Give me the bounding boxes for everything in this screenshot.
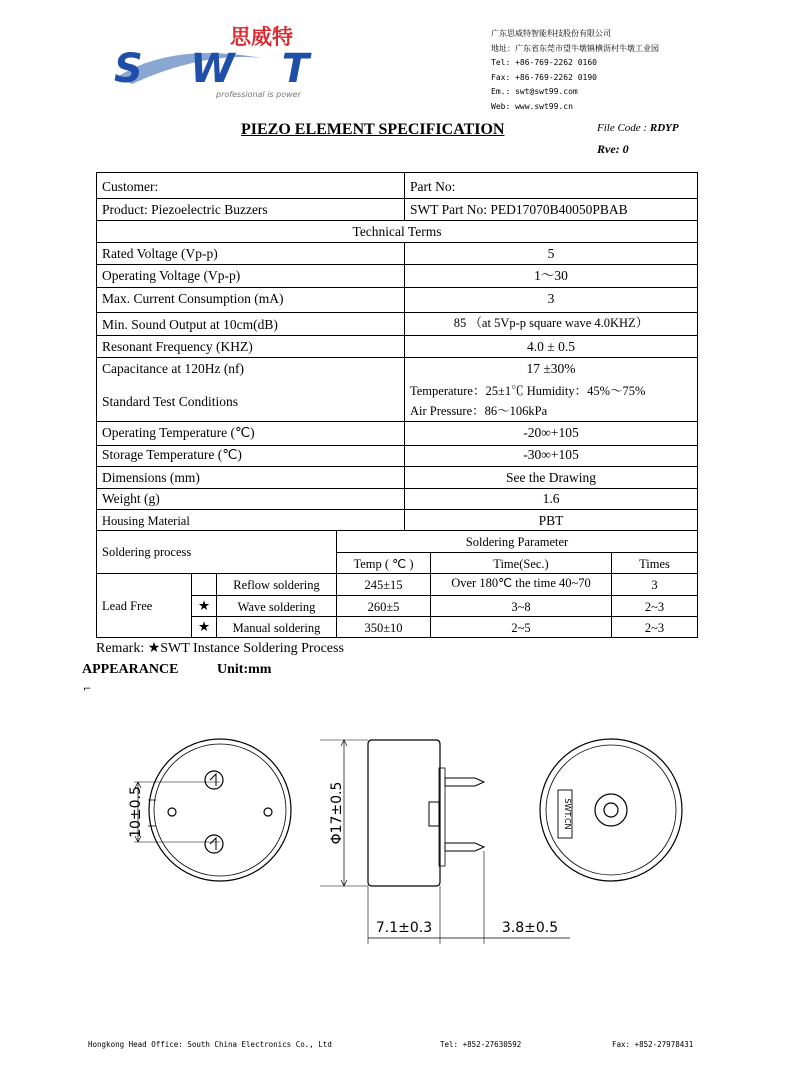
part-no-label: Part No: [410, 179, 456, 194]
lead-free-label: Lead Free [102, 599, 153, 613]
rated-voltage-value: 5 [547, 246, 555, 261]
storage-temp-label: Storage Temperature (℃) [102, 447, 242, 462]
time-column-header: Time(Sec.) [493, 557, 549, 571]
dim-diameter-label: Φ17±0.5 [329, 781, 345, 845]
wave-times: 2~3 [644, 600, 665, 614]
operating-voltage-label: Operating Voltage (Vp-p) [102, 268, 241, 283]
back-label-text: SWT.CN [563, 798, 572, 830]
current-label: Max. Current Consumption (mA) [102, 291, 284, 306]
unit-label: Unit:mm [217, 662, 272, 677]
reflow-method: Reflow soldering [233, 578, 320, 592]
wave-time: 3~8 [511, 600, 531, 614]
manual-times: 2~3 [644, 621, 665, 635]
file-code [597, 122, 679, 134]
company-info [491, 27, 659, 114]
times-column-header: Times [639, 557, 670, 571]
appearance-heading: APPEARANCE [82, 662, 179, 677]
sound-output-value: 85 （at 5Vp-p square wave 4.0KHZ） [453, 316, 649, 330]
side-view [320, 740, 570, 944]
remark: Remark: ★SWT Instance Soldering Process [96, 641, 344, 656]
weight-value: 1.6 [542, 491, 560, 506]
reflow-times: 3 [651, 578, 658, 592]
swt-part-no: SWT Part No: PED17070B40050PBAB [410, 202, 628, 217]
spec-table [96, 172, 698, 638]
customer-label: Customer: [102, 179, 159, 194]
logo-slogan: professional is power [216, 90, 301, 99]
manual-time: 2~5 [511, 621, 531, 635]
operating-temp-label: Operating Temperature (℃) [102, 425, 255, 440]
company-name: 广东思威特智能科技股份有限公司 [491, 29, 611, 38]
company-address: 地址：广东省东莞市望牛墩镇横沥村牛墩工业园 [491, 43, 659, 53]
std-conditions-line1: Temperature：25±1℃ Humidity：45%～75% [410, 384, 646, 398]
front-view [128, 739, 291, 881]
product-label: Product: Piezoelectric Buzzers [102, 202, 268, 217]
reflow-time: Over 180℃ the time 40~70 [451, 576, 591, 590]
storage-temp-value: -30∞+105 [523, 447, 579, 462]
manual-method: Manual soldering [232, 621, 321, 635]
soldering-process-label: Soldering process [102, 545, 192, 559]
footer-fax: Fax: +852-27978431 [612, 1040, 694, 1049]
manual-temp: 350±10 [364, 621, 403, 635]
std-conditions-label: Standard Test Conditions [102, 394, 239, 409]
weight-label: Weight (g) [102, 491, 160, 506]
operating-temp-value: -20∞+105 [523, 425, 579, 440]
rated-voltage-label: Rated Voltage (Vp-p) [102, 246, 218, 261]
dim-width-label: 7.1±0.3 [375, 920, 433, 936]
wave-method: Wave soldering [237, 600, 316, 614]
operating-voltage-value: 1～30 [534, 268, 568, 283]
housing-material-label: Housing Material [102, 514, 190, 528]
paragraph-mark-icon: ⌐ [83, 684, 92, 695]
wave-temp: 260±5 [367, 600, 400, 614]
swt-logo [112, 22, 317, 102]
dim-height-label: 10±0.5 [128, 786, 144, 838]
sound-output-label: Min. Sound Output at 10cm(dB) [102, 317, 278, 332]
back-view [540, 739, 682, 881]
soldering-parameter-heading: Soldering Parameter [465, 535, 569, 549]
company-email: Em.: swt@swt99.com [491, 87, 578, 96]
resonant-frequency-value: 4.0 ± 0.5 [527, 339, 575, 354]
file-code-value: RDYP [649, 122, 679, 134]
logo-main-text: SWT [114, 46, 309, 92]
revision: Rve: 0 [597, 142, 629, 156]
wave-star: ★ [197, 598, 211, 613]
technical-drawing [100, 730, 700, 950]
reflow-temp: 245±15 [364, 578, 403, 592]
dimensions-label: Dimensions (mm) [102, 470, 200, 485]
resonant-frequency-label: Resonant Frequency (KHZ) [102, 339, 253, 354]
company-web: Web: www.swt99.cn [491, 101, 573, 111]
manual-star: ★ [197, 619, 211, 634]
std-conditions-line2: Air Pressure：86～106kPa [410, 404, 548, 418]
footer-office: Hongkong Head Office: South China Electronics Co., Ltd [88, 1040, 332, 1049]
company-fax: Fax: +86-769-2262 0190 [491, 72, 597, 82]
capacitance-value: 17 ±30% [526, 361, 576, 376]
company-tel: Tel: +86-769-2262 0160 [491, 58, 597, 67]
file-code-label: File Code : [597, 122, 650, 134]
logo-cn-text: 思威特 [230, 25, 293, 49]
capacitance-label: Capacitance at 120Hz (nf) [102, 361, 245, 376]
dim-pin-label: 3.8±0.5 [501, 920, 559, 936]
footer-tel: Tel: +852-27630592 [440, 1040, 522, 1049]
dimensions-value: See the Drawing [506, 470, 596, 485]
temp-column-header: Temp ( ℃ ) [353, 557, 414, 571]
housing-material-value: PBT [538, 513, 564, 528]
document-title: PIEZO ELEMENT SPECIFICATION [241, 121, 505, 138]
technical-terms-heading: Technical Terms [352, 224, 442, 239]
current-value: 3 [547, 291, 555, 306]
